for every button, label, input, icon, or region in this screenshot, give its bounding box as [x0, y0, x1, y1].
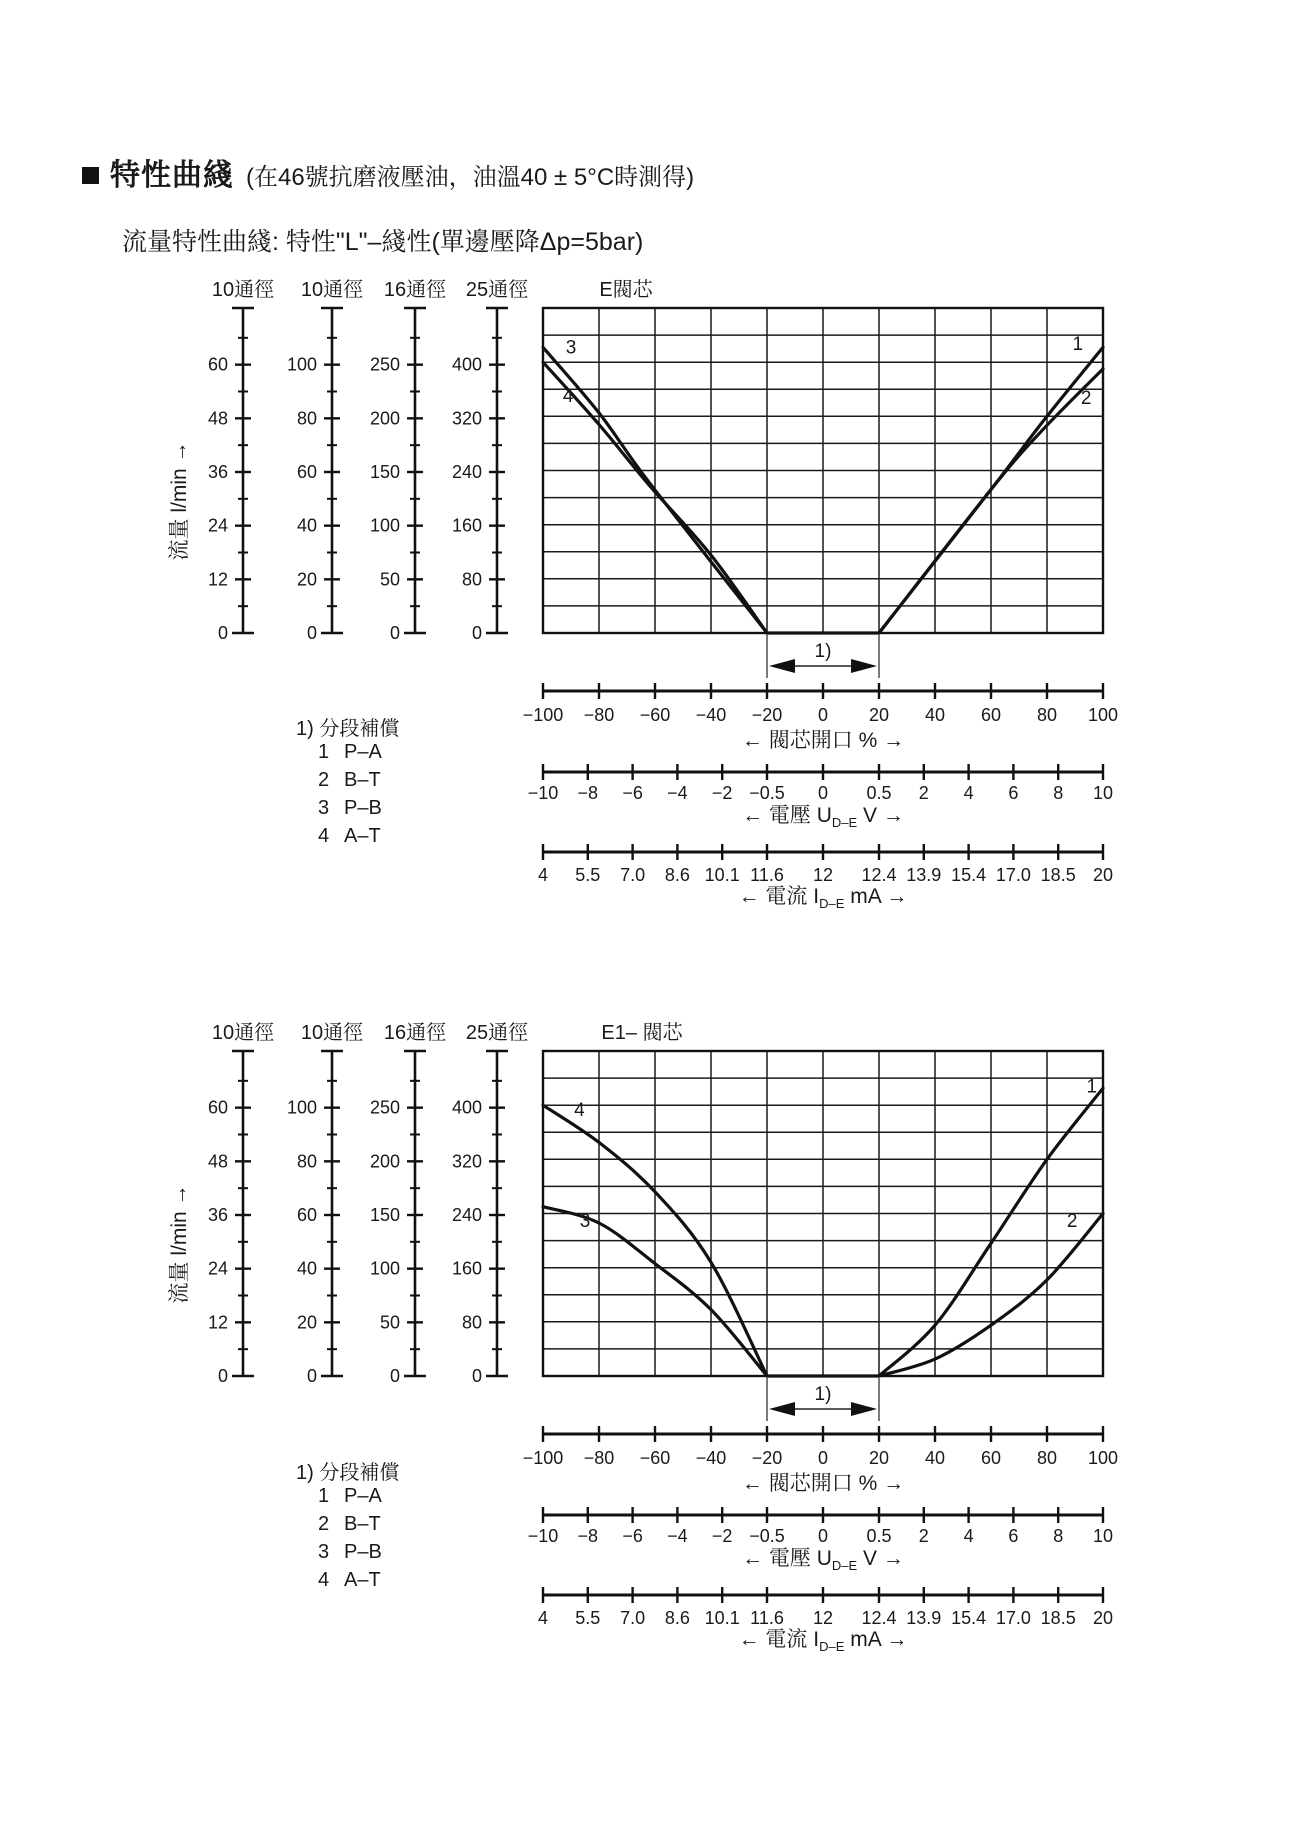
legend-item — [296, 1485, 399, 1513]
column-header: 25通徑 — [465, 1022, 529, 1044]
y-axis-tick-label: 320 — [451, 408, 482, 429]
x-axis-tick-label: −20 — [751, 705, 783, 725]
y-axis-tick-label: 100 — [286, 1097, 317, 1118]
x-axis-tick-label: 6 — [1008, 1526, 1019, 1546]
x-axis-tick-label: 8 — [1053, 1526, 1064, 1546]
legend-heading: 1) 分段補償 — [296, 718, 400, 740]
y-axis-tick-label: 320 — [451, 1151, 482, 1172]
x-axis-tick-label: −0.5 — [749, 1526, 785, 1546]
legend-item-label: A–T — [344, 1569, 381, 1591]
x-axis-tick-label: −60 — [639, 705, 671, 725]
curve-label-1: 1 — [1072, 333, 1084, 355]
legend-item-num: 3 — [318, 1541, 330, 1563]
y-axis-tick-label: 60 — [207, 1097, 228, 1118]
x-axis-name: ← 電壓 $U_{D-E}$ V → — [742, 1547, 904, 1573]
x-axis-2 — [538, 1587, 1113, 1654]
x-axis-name: ← 電流 $I_{D-E}$ mA → — [738, 1628, 908, 1654]
chart-title: E閥芯 — [599, 279, 653, 301]
legend-item-label: B–T — [344, 1513, 381, 1535]
x-axis-name: ← 閥芯開口 % → — [741, 1472, 905, 1495]
y-axis-tick-label: 0 — [389, 623, 400, 643]
page-title: 特性曲綫 — [110, 159, 234, 192]
legend-item-num: 1 — [318, 1485, 330, 1507]
x-axis-tick-label: 15.4 — [951, 865, 987, 885]
y-axis-tick-label: 240 — [451, 1204, 482, 1225]
x-axis-name: ← 閥芯開口 % → — [741, 729, 905, 752]
legend-item-label: P–A — [344, 1485, 382, 1507]
page-subtitle: 流量特性曲綫: 特性"L"–綫性(單邊壓降Δp=5bar) — [122, 228, 644, 256]
x-axis-tick-label: 8 — [1053, 783, 1064, 803]
x-axis-tick-label: 80 — [1036, 705, 1058, 725]
x-axis-tick-label: −2 — [711, 783, 733, 803]
x-axis-tick-label: 7.0 — [620, 865, 646, 885]
y-axis-tick-label: 48 — [207, 408, 228, 429]
x-axis-tick-label: −6 — [622, 1526, 643, 1546]
curve-label-3: 3 — [579, 1211, 591, 1233]
x-axis-tick-label: 7.0 — [620, 1608, 646, 1628]
legend-item-num: 4 — [318, 1569, 330, 1591]
curve-label-2: 2 — [1066, 1211, 1078, 1233]
x-axis-tick-label: 60 — [980, 1448, 1002, 1468]
legend-item — [296, 1541, 399, 1569]
y-axis-tick-label: 160 — [451, 515, 482, 536]
x-axis-tick-label: 18.5 — [1040, 865, 1076, 885]
x-axis-tick-label: 8.6 — [664, 865, 690, 885]
x-axis-tick-label: −20 — [751, 1448, 783, 1468]
chart-title: E1– 閥芯 — [601, 1022, 683, 1044]
legend-item-num: 1 — [318, 741, 330, 763]
y-axis-tick-label: 50 — [379, 569, 400, 590]
x-axis-tick-label: 0 — [817, 1448, 829, 1468]
x-axis-tick-label: −8 — [577, 1526, 599, 1546]
x-axis-tick-label: 0 — [817, 705, 829, 725]
y-axis-tick-label: 0 — [306, 623, 317, 643]
plot-grid — [543, 308, 1103, 633]
x-axis-tick-label: −2 — [711, 1526, 733, 1546]
x-axis-tick-label: −0.5 — [749, 783, 785, 803]
legend-item-label: A–T — [344, 825, 381, 847]
x-axis-tick-label: 15.4 — [951, 1608, 987, 1628]
y-axis-tick-label: 0 — [306, 1366, 317, 1386]
column-header: 10通徑 — [300, 279, 364, 301]
y-axis — [287, 308, 343, 643]
y-axis-tick-label: 24 — [207, 515, 228, 536]
page-title-note: (在46號抗磨液壓油，油溫40 ± 5°C時測得) — [246, 164, 695, 191]
y-axis-tick-label: 12 — [207, 569, 228, 590]
y-axis-tick-label: 100 — [286, 354, 317, 375]
x-axis-tick-label: 10 — [1092, 783, 1114, 803]
x-axis-tick-label: 20 — [1092, 1608, 1114, 1628]
y-axis-tick-label: 400 — [451, 354, 482, 375]
y-axis-tick-label: 250 — [369, 1097, 400, 1118]
x-axis-tick-label: 100 — [1087, 705, 1119, 725]
y-axis-tick-label: 150 — [369, 1204, 400, 1225]
legend-item-num: 3 — [318, 797, 330, 819]
x-axis-tick-label: −80 — [583, 705, 615, 725]
x-axis-tick-label: 20 — [868, 705, 890, 725]
y-axis-tick-label: 100 — [369, 1258, 400, 1279]
legend-item — [296, 741, 399, 769]
x-axis-tick-label: −40 — [695, 1448, 727, 1468]
x-axis-tick-label: 17.0 — [995, 865, 1031, 885]
y-axis-tick-label: 20 — [296, 1312, 317, 1333]
y-axis-tick-label: 20 — [296, 569, 317, 590]
x-axis-name: ← 電壓 $U_{D-E}$ V → — [742, 804, 904, 830]
x-axis-tick-label: 40 — [924, 1448, 946, 1468]
deadband-note-label: 1) — [814, 641, 832, 662]
curve-label-4: 4 — [562, 386, 574, 408]
x-axis-tick-label: 11.6 — [750, 865, 784, 885]
curve-label-1: 1 — [1086, 1076, 1098, 1098]
y-axis — [370, 1051, 426, 1386]
x-axis-tick-label: −8 — [577, 783, 599, 803]
x-axis-tick-label: 0 — [817, 1526, 829, 1546]
deadband-arrowhead-left — [769, 659, 795, 673]
x-axis-tick-label: 40 — [924, 705, 946, 725]
legend-item-num: 2 — [318, 769, 330, 791]
x-axis-tick-label: 12.4 — [861, 1608, 897, 1628]
x-axis-tick-label: 0 — [817, 783, 829, 803]
x-axis-tick-label: 20 — [1092, 865, 1114, 885]
column-header: 10通徑 — [211, 279, 275, 301]
x-axis-tick-label: −10 — [527, 1526, 559, 1546]
x-axis-tick-label: 2 — [918, 1526, 929, 1546]
y-axis-tick-label: 60 — [207, 354, 228, 375]
x-axis-tick-label: 11.6 — [750, 1608, 784, 1628]
legend-item-label: B–T — [344, 769, 381, 791]
y-axis — [208, 308, 254, 643]
x-axis-tick-label: 80 — [1036, 1448, 1058, 1468]
x-axis-tick-label: 5.5 — [575, 1608, 601, 1628]
x-axis-tick-label: 0.5 — [866, 1526, 892, 1546]
x-axis-tick-label: 10.1 — [704, 1608, 740, 1628]
y-axis-tick-label: 12 — [207, 1312, 228, 1333]
y-axis-tick-label: 200 — [369, 1151, 400, 1172]
x-axis-1 — [528, 1507, 1113, 1573]
y-axis-tick-label: 0 — [471, 1366, 482, 1386]
legend-item — [296, 1513, 399, 1541]
legend-block-e1-spool — [296, 1456, 399, 1597]
curve-label-3: 3 — [565, 337, 577, 359]
y-axis-tick-label: 40 — [296, 515, 317, 536]
y-axis — [287, 1051, 343, 1386]
y-axis-tick-label: 0 — [389, 1366, 400, 1386]
y-axis-tick-label: 400 — [451, 1097, 482, 1118]
x-axis-tick-label: 6 — [1008, 783, 1019, 803]
y-axis-tick-label: 24 — [207, 1258, 228, 1279]
deadband-note-label: 1) — [814, 1384, 832, 1405]
deadband-arrowhead-right — [851, 659, 877, 673]
y-axis-tick-label: 60 — [296, 1204, 317, 1225]
y-axis — [452, 308, 508, 643]
y-axis-tick-label: 100 — [369, 515, 400, 536]
x-axis-tick-label: 8.6 — [664, 1608, 690, 1628]
y-axis-tick-label: 40 — [296, 1258, 317, 1279]
x-axis-tick-label: 4 — [537, 865, 549, 885]
y-axis-tick-label: 80 — [461, 1312, 482, 1333]
x-axis-tick-label: 12 — [812, 865, 834, 885]
x-axis-name: ← 電流 $I_{D-E}$ mA → — [738, 885, 908, 911]
x-axis-tick-label: −40 — [695, 705, 727, 725]
x-axis-tick-label: −10 — [527, 783, 559, 803]
x-axis-tick-label: 100 — [1087, 1448, 1119, 1468]
legend-item — [296, 797, 399, 825]
legend-item-label: P–B — [344, 797, 382, 819]
y-axis-tick-label: 240 — [451, 461, 482, 482]
x-axis-tick-label: 12 — [812, 1608, 834, 1628]
curve-label-4: 4 — [574, 1100, 585, 1121]
x-axis-1 — [528, 764, 1113, 830]
y-axis-tick-label: 36 — [207, 461, 228, 482]
y-axis-tick-label: 0 — [471, 623, 482, 643]
legend-item-label: P–B — [344, 1541, 382, 1563]
x-axis-tick-label: −6 — [622, 783, 643, 803]
x-axis-tick-label: 10.1 — [704, 865, 740, 885]
x-axis-tick-label: 4 — [963, 1526, 974, 1546]
legend-item-num: 2 — [318, 1513, 330, 1535]
x-axis-tick-label: 17.0 — [995, 1608, 1031, 1628]
y-axis — [370, 308, 426, 643]
x-axis-tick-label: 18.5 — [1040, 1608, 1076, 1628]
x-axis-tick-label: 2 — [918, 783, 929, 803]
y-axis — [208, 1051, 254, 1386]
legend-item — [296, 1569, 399, 1597]
x-axis-0 — [523, 1426, 1118, 1495]
x-axis-tick-label: −4 — [667, 1526, 688, 1546]
x-axis-tick-label: −60 — [639, 1448, 671, 1468]
y-axis-tick-label: 48 — [207, 1151, 228, 1172]
x-axis-tick-label: 13.9 — [906, 1608, 942, 1628]
x-axis-tick-label: 60 — [980, 705, 1002, 725]
y-axis-tick-label: 160 — [451, 1258, 482, 1279]
legend-item — [296, 825, 399, 853]
legend-item — [296, 769, 399, 797]
y-axis-tick-label: 80 — [296, 408, 317, 429]
y-axis-tick-label: 60 — [296, 461, 317, 482]
y-axis-tick-label: 80 — [461, 569, 482, 590]
x-axis-tick-label: −100 — [522, 705, 564, 725]
x-axis-tick-label: 0.5 — [866, 783, 892, 803]
x-axis-tick-label: −80 — [583, 1448, 615, 1468]
x-axis-tick-label: 5.5 — [575, 865, 601, 885]
plot-grid — [543, 1051, 1103, 1376]
curve-label-2: 2 — [1080, 388, 1092, 410]
y-axis — [452, 1051, 508, 1386]
y-axis-tick-label: 50 — [379, 1312, 400, 1333]
x-axis-tick-label: −100 — [522, 1448, 564, 1468]
flow-axis-label: 流量 l/min → — [168, 1184, 191, 1304]
deadband-arrowhead-right — [851, 1402, 877, 1416]
column-header: 25通徑 — [465, 279, 529, 301]
x-axis-tick-label: 12.4 — [861, 865, 897, 885]
column-header: 10通徑 — [211, 1022, 275, 1044]
x-axis-tick-label: 13.9 — [906, 865, 942, 885]
x-axis-tick-label: −4 — [667, 783, 688, 803]
x-axis-tick-label: 20 — [868, 1448, 890, 1468]
x-axis-tick-label: 4 — [963, 783, 974, 803]
x-axis-0 — [523, 683, 1118, 752]
x-axis-2 — [538, 844, 1113, 911]
legend-item-num: 4 — [318, 825, 330, 847]
legend-heading: 1) 分段補償 — [296, 1462, 400, 1484]
legend-block-e-spool — [296, 712, 399, 853]
column-header: 16通徑 — [383, 1022, 447, 1044]
y-axis-tick-label: 0 — [217, 1366, 228, 1386]
y-axis-tick-label: 250 — [369, 354, 400, 375]
deadband-arrowhead-left — [769, 1402, 795, 1416]
x-axis-tick-label: 4 — [537, 1608, 549, 1628]
column-header: 16通徑 — [383, 279, 447, 301]
y-axis-tick-label: 0 — [217, 623, 228, 643]
column-header: 10通徑 — [300, 1022, 364, 1044]
flow-axis-label: 流量 l/min → — [168, 441, 191, 561]
legend-item-label: P–A — [344, 741, 382, 763]
x-axis-tick-label: 10 — [1092, 1526, 1114, 1546]
y-axis-tick-label: 80 — [296, 1151, 317, 1172]
y-axis-tick-label: 36 — [207, 1204, 228, 1225]
y-axis-tick-label: 150 — [369, 461, 400, 482]
y-axis-tick-label: 200 — [369, 408, 400, 429]
